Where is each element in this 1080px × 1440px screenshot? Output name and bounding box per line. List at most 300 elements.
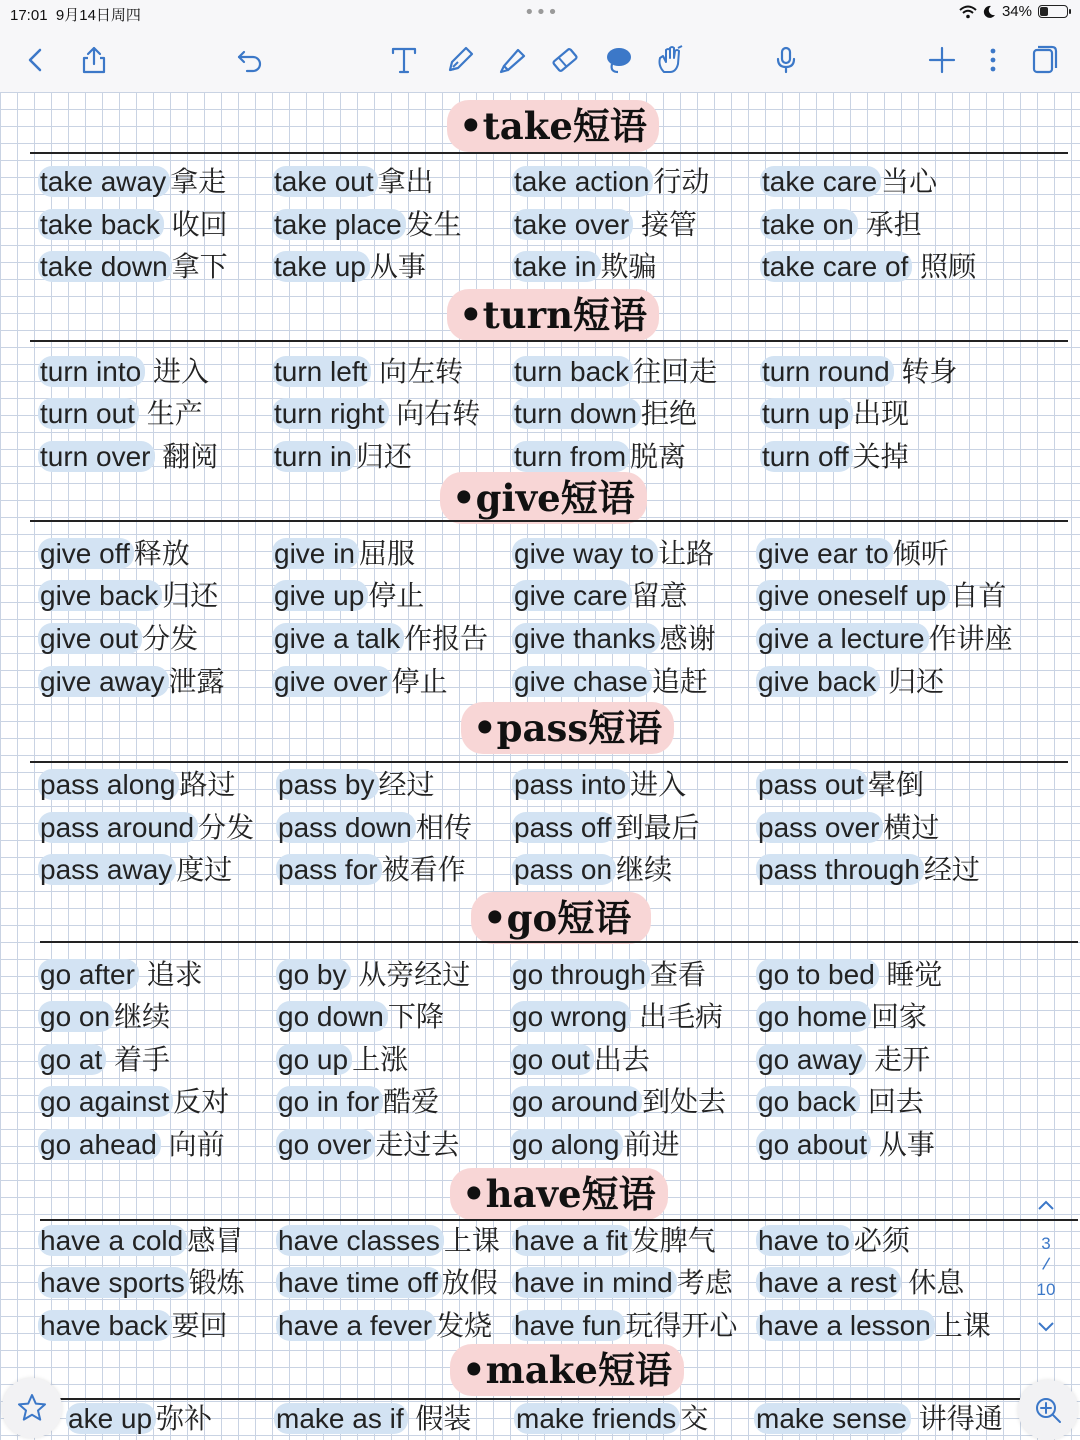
phrase-chinese: 作报告 — [404, 623, 489, 654]
status-time: 17:01 9月14日周四 — [10, 7, 141, 24]
phrase-take-2-2 — [512, 247, 657, 287]
phrase-turn-1-3 — [760, 394, 909, 434]
phrase-chinese: 到最后 — [615, 812, 700, 843]
phrase-chinese: 拒绝 — [640, 398, 697, 429]
phrase-english: take down — [38, 251, 172, 282]
section-title-go: •go短语 — [471, 892, 651, 944]
phrase-go-4-0 — [38, 1125, 225, 1165]
phrase-english: turn round — [760, 356, 894, 387]
phrase-chinese: 停止 — [391, 666, 448, 697]
phrase-english: make friends — [514, 1403, 680, 1434]
phrase-english: have fun — [512, 1310, 625, 1341]
phrase-chinese: 上涨 — [352, 1044, 409, 1075]
phrase-have-1-1 — [276, 1263, 498, 1303]
phrase-turn-2-2 — [512, 437, 686, 477]
pages-icon[interactable] — [1026, 42, 1062, 78]
phrase-chinese: 归还 — [162, 580, 219, 611]
phrase-english: give a talk — [272, 623, 404, 654]
phrase-english: turn back — [512, 356, 633, 387]
phrase-chinese: 下降 — [387, 1001, 444, 1032]
phrase-chinese: 被看作 — [381, 854, 466, 885]
phrase-chinese: 路过 — [179, 769, 236, 800]
phrase-english: give back — [756, 666, 880, 697]
phrase-chinese: 出去 — [593, 1044, 650, 1075]
phrase-go-2-0 — [38, 1040, 170, 1080]
phrase-go-3-0 — [38, 1082, 229, 1122]
phrase-chinese: 追赶 — [651, 666, 708, 697]
phrase-give-3-0 — [38, 662, 225, 702]
note-page[interactable] — [0, 92, 1080, 1440]
phrase-chinese: 行动 — [653, 166, 710, 197]
phrase-chinese: 当心 — [881, 166, 938, 197]
phrase-english: go up — [276, 1044, 352, 1075]
phrase-take-1-0 — [38, 205, 228, 245]
section-title-give: •give短语 — [440, 472, 647, 524]
section-title-pass: •pass短语 — [461, 702, 674, 754]
phrase-chinese: 自首 — [950, 580, 1007, 611]
phrase-chinese: 归还 — [355, 441, 412, 472]
phrase-chinese: 必须 — [853, 1225, 910, 1256]
phrase-chinese: 玩得开心 — [625, 1310, 738, 1341]
phrase-give-1-3 — [756, 576, 1006, 616]
phrase-english: give oneself up — [756, 580, 950, 611]
phrase-english: pass by — [276, 769, 379, 800]
phrase-chinese: 停止 — [368, 580, 425, 611]
phrase-chinese: 往回走 — [633, 356, 718, 387]
phrase-pass-2-2 — [512, 850, 672, 890]
phrase-chinese: 照顾 — [912, 251, 977, 282]
phrase-chinese: 释放 — [133, 538, 190, 569]
pen-icon[interactable] — [442, 42, 478, 78]
phrase-english: go in for — [276, 1086, 383, 1117]
phrase-english: ake up — [66, 1403, 156, 1434]
phrase-english: give way to — [512, 538, 658, 569]
phrase-english: go out — [510, 1044, 594, 1075]
phrase-chinese: 作讲座 — [928, 623, 1013, 654]
phrase-take-2-0 — [38, 247, 228, 287]
phrase-english: turn out — [38, 398, 139, 429]
phrase-chinese: 收回 — [163, 209, 228, 240]
phrase-chinese: 前进 — [623, 1129, 680, 1160]
phrase-chinese: 上课 — [934, 1310, 991, 1341]
phrase-chinese: 经过 — [378, 769, 435, 800]
phrase-chinese: 转身 — [893, 356, 958, 387]
phrase-give-2-3 — [756, 619, 1013, 659]
phrase-chinese: 度过 — [176, 854, 233, 885]
multitask-dots-icon[interactable]: ••• — [524, 2, 559, 23]
phrase-turn-2-3 — [760, 437, 909, 477]
star-icon — [16, 1392, 48, 1424]
microphone-icon[interactable] — [768, 42, 804, 78]
phrase-take-0-0 — [38, 162, 226, 202]
phrase-chinese: 出现 — [853, 398, 910, 429]
page-indicator[interactable] — [1026, 1192, 1066, 1352]
phrase-give-3-3 — [756, 662, 944, 702]
phrase-english: pass through — [756, 854, 924, 885]
phrase-go-1-0 — [38, 997, 170, 1037]
phrase-pass-2-0 — [38, 850, 232, 890]
phrase-english: take care — [760, 166, 881, 197]
phrase-chinese: 从事 — [369, 251, 426, 282]
phrase-english: have a fit — [512, 1225, 632, 1256]
phrase-english: go around — [510, 1086, 642, 1117]
phrase-chinese: 休息 — [900, 1267, 965, 1298]
page-separator: / — [1041, 1253, 1052, 1275]
phrase-pass-0-2 — [512, 765, 686, 805]
phrase-go-4-3 — [756, 1125, 935, 1165]
phrase-give-2-0 — [38, 619, 198, 659]
phrase-go-1-3 — [756, 997, 927, 1037]
phrase-english: turn down — [512, 398, 641, 429]
phrase-chinese: 走过去 — [375, 1129, 460, 1160]
phrase-chinese: 翻阅 — [154, 441, 219, 472]
phrase-english: give back — [38, 580, 162, 611]
phrase-chinese: 要回 — [171, 1310, 228, 1341]
phrase-english: pass on — [512, 854, 616, 885]
phrase-chinese: 欺骗 — [600, 251, 657, 282]
phrase-give-0-0 — [38, 534, 190, 574]
back-icon[interactable] — [18, 42, 54, 78]
phrase-have-2-2 — [512, 1306, 737, 1346]
eraser-icon[interactable] — [546, 42, 582, 78]
phrase-take-1-3 — [760, 205, 922, 245]
phrase-make-0-1 — [274, 1399, 471, 1439]
phrase-chinese: 横过 — [883, 812, 940, 843]
phrase-chinese: 拿下 — [171, 251, 228, 282]
phrase-go-3-2 — [510, 1082, 726, 1122]
phrase-make-0-2 — [514, 1399, 708, 1439]
phrase-english: turn off — [760, 441, 853, 472]
phrase-chinese: 发烧 — [436, 1310, 493, 1341]
phrase-chinese: 进入 — [145, 356, 209, 387]
phrase-turn-2-1 — [272, 437, 412, 477]
phrase-chinese: 到处去 — [642, 1086, 727, 1117]
phrase-chinese: 屈服 — [358, 538, 415, 569]
phrase-make-0-0 — [66, 1399, 212, 1439]
section-divider-turn — [30, 340, 1068, 342]
phrase-pass-1-1 — [276, 808, 472, 848]
phrase-chinese: 向左转 — [371, 356, 464, 387]
phrase-english: take back — [38, 209, 164, 240]
phrase-go-3-1 — [276, 1082, 439, 1122]
phrase-turn-0-0 — [38, 352, 209, 392]
phrase-go-0-1 — [276, 955, 470, 995]
phrase-chinese: 从事 — [871, 1129, 935, 1160]
phrase-have-0-0 — [38, 1221, 243, 1261]
phrase-turn-1-2 — [512, 394, 697, 434]
phrase-english: take up — [272, 251, 370, 282]
phrase-give-2-1 — [272, 619, 488, 659]
phrase-chinese: 相传 — [415, 812, 472, 843]
phrase-chinese: 承担 — [857, 209, 922, 240]
phrase-english: go after — [38, 959, 139, 990]
phrase-chinese: 查看 — [649, 959, 706, 990]
phrase-english: go down — [276, 1001, 388, 1032]
phrase-chinese: 分发 — [198, 812, 255, 843]
page-up-icon[interactable] — [1036, 1198, 1056, 1212]
phrase-pass-1-0 — [38, 808, 254, 848]
phrase-english: give care — [512, 580, 632, 611]
phrase-english: give a lecture — [756, 623, 929, 654]
phrase-chinese: 追求 — [138, 959, 203, 990]
favorite-button[interactable] — [2, 1378, 62, 1438]
phrase-pass-1-2 — [512, 808, 700, 848]
phrase-take-0-2 — [512, 162, 709, 202]
phrase-go-0-2 — [510, 955, 706, 995]
section-title-make: •make短语 — [450, 1344, 684, 1396]
phrase-english: go about — [756, 1129, 871, 1160]
phrase-chinese: 弥补 — [156, 1403, 213, 1434]
phrase-english: pass into — [512, 769, 630, 800]
phrase-english: give off — [38, 538, 134, 569]
section-divider-give — [30, 520, 1068, 522]
phrase-english: take care of — [760, 251, 912, 282]
phrase-english: have back — [38, 1310, 172, 1341]
phrase-english: turn over — [38, 441, 155, 472]
phrase-chinese: 感冒 — [187, 1225, 244, 1256]
more-icon[interactable] — [975, 42, 1011, 78]
phrase-english: go home — [756, 1001, 871, 1032]
phrase-go-0-0 — [38, 955, 203, 995]
phrase-chinese: 泄露 — [168, 666, 225, 697]
phrase-turn-2-0 — [38, 437, 218, 477]
status-bar — [0, 0, 1080, 28]
phrase-pass-2-1 — [276, 850, 466, 890]
phrase-chinese: 关掉 — [852, 441, 909, 472]
phrase-take-0-3 — [760, 162, 937, 202]
phrase-english: go by — [276, 959, 351, 990]
phrase-english: take away — [38, 166, 170, 197]
phrase-chinese: 留意 — [631, 580, 688, 611]
phrase-chinese: 拿走 — [170, 166, 227, 197]
phrase-english: have a cold — [38, 1225, 187, 1256]
phrase-english: take on — [760, 209, 858, 240]
phrase-english: take action — [512, 166, 653, 197]
phrase-chinese: 归还 — [880, 666, 945, 697]
phrase-give-2-2 — [512, 619, 716, 659]
phrase-have-1-0 — [38, 1263, 245, 1303]
section-title-turn: •turn短语 — [447, 289, 659, 341]
phrase-english: take place — [272, 209, 406, 240]
phrase-chinese: 生产 — [138, 398, 203, 429]
phrase-english: go through — [510, 959, 650, 990]
phrase-pass-0-1 — [276, 765, 435, 805]
phrase-english: have a fever — [276, 1310, 436, 1341]
phrase-english: give chase — [512, 666, 652, 697]
phrase-chinese: 假装 — [407, 1403, 472, 1434]
phrase-have-0-3 — [756, 1221, 910, 1261]
share-icon[interactable] — [76, 42, 112, 78]
phrase-give-1-0 — [38, 576, 218, 616]
phrase-go-0-3 — [756, 955, 943, 995]
phrase-give-1-1 — [272, 576, 424, 616]
phrase-turn-1-1 — [272, 394, 480, 434]
phrase-english: give in — [272, 538, 359, 569]
phrase-chinese: 分发 — [142, 623, 199, 654]
phrase-english: pass away — [38, 854, 176, 885]
phrase-chinese: 走开 — [866, 1044, 931, 1075]
phrase-english: pass down — [276, 812, 416, 843]
phrase-english: go ahead — [38, 1129, 161, 1160]
phrase-english: turn up — [760, 398, 853, 429]
phrase-english: give away — [38, 666, 169, 697]
phrase-chinese: 出毛病 — [631, 1001, 723, 1032]
phrase-take-1-2 — [512, 205, 697, 245]
phrase-go-2-1 — [276, 1040, 408, 1080]
phrase-english: go over — [276, 1129, 375, 1160]
phrase-have-0-2 — [512, 1221, 716, 1261]
page-down-icon[interactable] — [1036, 1320, 1056, 1334]
phrase-english: pass along — [38, 769, 179, 800]
phrase-chinese: 倾听 — [892, 538, 949, 569]
phrase-have-2-1 — [276, 1306, 492, 1346]
phrase-take-1-1 — [272, 205, 462, 245]
phrase-pass-1-3 — [756, 808, 939, 848]
phrase-chinese: 脱离 — [630, 441, 687, 472]
phrase-english: go along — [510, 1129, 623, 1160]
phrase-chinese: 继续 — [114, 1001, 171, 1032]
phrase-english: go to bed — [756, 959, 879, 990]
phrase-chinese: 上课 — [443, 1225, 500, 1256]
phrase-english: go wrong — [510, 1001, 631, 1032]
phrase-english: go on — [38, 1001, 114, 1032]
phrase-english: go away — [756, 1044, 866, 1075]
phrase-chinese: 从旁经过 — [350, 959, 471, 990]
phrase-go-1-2 — [510, 997, 723, 1037]
phrase-english: take in — [512, 251, 601, 282]
phrase-chinese: 向前 — [160, 1129, 225, 1160]
phrase-turn-0-1 — [272, 352, 463, 392]
phrase-chinese: 向右转 — [388, 398, 481, 429]
status-indicators — [959, 3, 1068, 20]
section-divider-pass — [30, 761, 1068, 763]
phrase-go-4-1 — [276, 1125, 459, 1165]
phrase-chinese: 放假 — [441, 1267, 498, 1298]
phrase-english: give up — [272, 580, 368, 611]
phrase-give-0-1 — [272, 534, 415, 574]
phrase-chinese: 讲得通 — [910, 1403, 1003, 1434]
phrase-english: pass around — [38, 812, 198, 843]
phrase-english: have sports — [38, 1267, 189, 1298]
phrase-chinese: 回家 — [870, 1001, 927, 1032]
phrase-english: give ear to — [756, 538, 893, 569]
phrase-chinese: 接管 — [633, 209, 697, 240]
phrase-chinese: 拿出 — [377, 166, 434, 197]
phrase-chinese: 经过 — [923, 854, 980, 885]
phrase-english: give over — [272, 666, 392, 697]
phrase-give-0-2 — [512, 534, 714, 574]
phrase-english: make sense — [754, 1403, 911, 1434]
phrase-chinese: 酷爱 — [383, 1086, 440, 1117]
phrase-english: turn from — [512, 441, 630, 472]
phrase-chinese: 让路 — [658, 538, 715, 569]
phrase-chinese: 交 — [680, 1403, 709, 1434]
phrase-give-3-2 — [512, 662, 708, 702]
phrase-chinese: 锻炼 — [188, 1267, 245, 1298]
phrase-english: turn in — [272, 441, 356, 472]
moon-icon — [983, 5, 996, 19]
phrase-have-1-2 — [512, 1263, 733, 1303]
phrase-take-2-3 — [760, 247, 976, 287]
phrase-english: pass out — [756, 769, 868, 800]
phrase-english: pass off — [512, 812, 616, 843]
phrase-go-2-2 — [510, 1040, 650, 1080]
phrase-have-2-3 — [756, 1306, 991, 1346]
phrase-go-2-3 — [756, 1040, 930, 1080]
phrase-turn-0-3 — [760, 352, 957, 392]
phrase-have-2-0 — [38, 1306, 228, 1346]
phrase-turn-0-2 — [512, 352, 717, 392]
undo-icon[interactable] — [232, 42, 268, 78]
phrase-chinese: 着手 — [106, 1044, 171, 1075]
phrase-english: turn left — [272, 356, 371, 387]
phrase-give-0-3 — [756, 534, 949, 574]
phrase-give-1-2 — [512, 576, 688, 616]
phrase-english: have in mind — [512, 1267, 677, 1298]
phrase-english: go back — [756, 1086, 860, 1117]
phrase-english: have to — [756, 1225, 854, 1256]
phrase-english: give thanks — [512, 623, 660, 654]
highlighter-icon[interactable] — [494, 42, 530, 78]
phrase-chinese: 回去 — [860, 1086, 924, 1117]
phrase-pass-0-3 — [756, 765, 924, 805]
phrase-english: have a lesson — [756, 1310, 935, 1341]
phrase-english: give out — [38, 623, 142, 654]
phrase-english: pass over — [756, 812, 883, 843]
phrase-english: make as if — [274, 1403, 408, 1434]
phrase-give-3-1 — [272, 662, 448, 702]
phrase-chinese: 睡觉 — [878, 959, 943, 990]
phrase-chinese: 进入 — [630, 769, 687, 800]
phrase-english: take over — [512, 209, 633, 240]
phrase-english: turn right — [272, 398, 389, 429]
phrase-have-1-3 — [756, 1263, 964, 1303]
phrase-chinese: 反对 — [173, 1086, 230, 1117]
phrase-english: have time off — [276, 1267, 442, 1298]
toolbar — [0, 28, 1080, 93]
phrase-pass-0-0 — [38, 765, 235, 805]
phrase-have-0-1 — [276, 1221, 500, 1261]
section-divider-take — [30, 152, 1068, 154]
phrase-chinese: 考虑 — [676, 1267, 733, 1298]
phrase-take-0-1 — [272, 162, 434, 202]
phrase-english: go at — [38, 1044, 106, 1075]
shape-hand-icon[interactable] — [652, 42, 688, 78]
section-title-take: •take短语 — [447, 100, 659, 152]
phrase-english: have classes — [276, 1225, 444, 1256]
text-tool-icon[interactable] — [386, 42, 422, 78]
phrase-turn-1-0 — [38, 394, 203, 434]
phrase-chinese: 发生 — [405, 209, 462, 240]
zoom-button[interactable] — [1018, 1380, 1078, 1440]
phrase-go-1-1 — [276, 997, 444, 1037]
section-divider-go — [40, 941, 1078, 943]
page-current: 3 — [1041, 1234, 1051, 1253]
phrase-take-2-1 — [272, 247, 426, 287]
phrase-make-0-3 — [754, 1399, 1003, 1439]
phrase-english: go against — [38, 1086, 173, 1117]
add-icon[interactable] — [924, 42, 960, 78]
lasso-icon[interactable] — [600, 42, 636, 78]
phrase-chinese: 发脾气 — [631, 1225, 716, 1256]
battery-percent: 34% — [1001, 3, 1032, 20]
phrase-go-3-3 — [756, 1082, 924, 1122]
phrase-english: take out — [272, 166, 378, 197]
phrase-pass-2-3 — [756, 850, 980, 890]
phrase-english: have a rest — [756, 1267, 901, 1298]
phrase-english: pass for — [276, 854, 382, 885]
section-title-have: •have短语 — [450, 1168, 668, 1220]
